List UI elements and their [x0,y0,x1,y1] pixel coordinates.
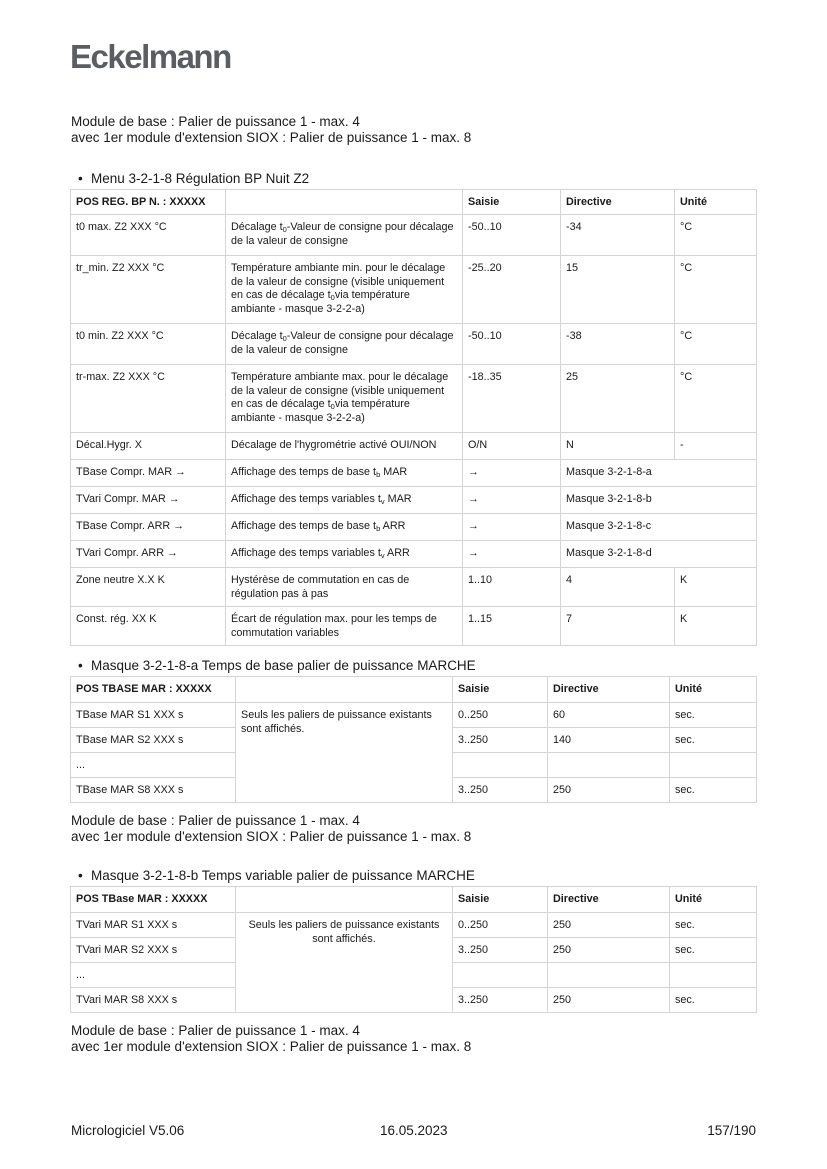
param-name: TBase MAR S8 XXX s [71,778,236,803]
after-line-1: Module de base : Palier de puissance 1 - max. 4 [71,813,360,828]
table-row [71,541,757,568]
header-directive: Directive [548,677,670,703]
table-row [71,607,757,646]
param-name: TVari MAR S8 XXX s [71,988,236,1013]
param-range: 3..250 [453,988,548,1013]
param-range: -25..20 [463,256,561,324]
header-description [236,677,453,703]
param-unit: K [675,568,757,607]
param-default: -34 [561,215,675,256]
bullet: • [78,171,83,186]
intro-paragraph [71,114,471,146]
table-header-row [71,190,757,215]
param-default: 250 [548,988,670,1013]
table-header-row [71,677,757,703]
table-row [71,913,757,938]
header-pos: POS TBase MAR : XXXXX [71,887,236,913]
param-description: Température ambiante max. pour le décalage de la valeur de consigne (visible uniquement en cas de décalage $t_0via$ température ambiante - masque 3-2-2-a) [226,365,463,433]
param-description: Affichage des temps de base $t_b$ MAR [226,460,463,487]
table-header-row [71,887,757,913]
param-description: Affichage des temps variables $t_v$ ARR [226,541,463,568]
table-row [71,324,757,365]
param-default: -38 [561,324,675,365]
param-default: 15 [561,256,675,324]
header-unite: Unité [670,887,757,913]
header-saisie: Saisie [453,887,548,913]
param-range: -18..35 [463,365,561,433]
param-range: 0..250 [453,913,548,938]
param-default: 250 [548,913,670,938]
after-line-2: avec 1er module d'extension SIOX : Palier de puissance 1 - max. 8 [71,829,472,844]
after-line-2: avec 1er module d'extension SIOX : Palier de puissance 1 - max. 8 [71,1039,472,1054]
param-description: Décalage $t_0$-Valeur de consigne pour décalage de la valeur de consigne [226,324,463,365]
section3-heading-text: Masque 3-2-1-8-b Temps variable palier de puissance MARCHE [91,868,475,883]
param-unit [670,963,757,988]
section2-heading [78,658,476,673]
header-description [236,887,453,913]
footer-date: 16.05.2023 [380,1123,448,1138]
header-unite: Unité [670,677,757,703]
header-saisie: Saisie [453,677,548,703]
param-range: -50..10 [463,215,561,256]
footer-page-number: 157/190 [707,1123,756,1138]
section1-heading-text: Menu 3-2-1-8 Régulation BP Nuit Z2 [91,171,310,186]
param-name: tr_min. Z2 XXX °C [71,256,226,324]
param-submenu-link: Masque 3-2-1-8-b [561,487,757,514]
param-range: → [463,460,561,487]
param-name: TVari MAR S1 XXX s [71,913,236,938]
param-default: 250 [548,778,670,803]
intro-line-2: avec 1er module d'extension SIOX : Palier de puissance 1 - max. 8 [71,130,472,145]
param-default: 7 [561,607,675,646]
param-submenu-link: Masque 3-2-1-8-a [561,460,757,487]
table-row [71,703,757,728]
param-name: TBase MAR S2 XXX s [71,728,236,753]
param-name: Const. rég. XX K [71,607,226,646]
bullet: • [78,658,83,673]
param-name: t0 min. Z2 XXX °C [71,324,226,365]
table-tvari-mar [70,886,757,1013]
param-default: 4 [561,568,675,607]
param-name: TVari Compr. MAR → [71,487,226,514]
table-row [71,568,757,607]
section3-after-paragraph [71,1023,471,1055]
param-unit: K [675,607,757,646]
param-description: Écart de régulation max. pour les temps de commutation variables [226,607,463,646]
param-unit: - [675,433,757,460]
param-range: 0..250 [453,703,548,728]
param-submenu-link: Masque 3-2-1-8-d [561,541,757,568]
param-range: → [463,487,561,514]
header-directive: Directive [548,887,670,913]
eckelmann-logo: Eckelmann [70,38,231,75]
param-name: ... [71,753,236,778]
param-name: t0 max. Z2 XXX °C [71,215,226,256]
table-row [71,487,757,514]
param-name: TBase Compr. ARR → [71,514,226,541]
param-range: -50..10 [463,324,561,365]
param-range: 3..250 [453,778,548,803]
param-description: Décalage de l'hygrométrie activé OUI/NON [226,433,463,460]
param-range: 3..250 [453,938,548,963]
param-unit: sec. [670,778,757,803]
param-unit: sec. [670,703,757,728]
param-default: 250 [548,938,670,963]
param-unit: sec. [670,728,757,753]
section3-heading [78,868,475,883]
param-range: O/N [463,433,561,460]
section2-heading-text: Masque 3-2-1-8-a Temps de base palier de puissance MARCHE [91,658,476,673]
param-default [548,963,670,988]
header-description [226,190,463,215]
param-unit: sec. [670,913,757,938]
header-pos: POS TBASE MAR : XXXXX [71,677,236,703]
param-name: tr-max. Z2 XXX °C [71,365,226,433]
param-range [453,963,548,988]
header-directive: Directive [561,190,675,215]
param-range: → [463,514,561,541]
table-row [71,365,757,433]
header-saisie: Saisie [463,190,561,215]
param-unit: °C [675,256,757,324]
param-name: Zone neutre X.X K [71,568,226,607]
table-regulation-bp-nuit [70,189,757,646]
stages-note: Seuls les paliers de puissance existants sont affichés. [236,703,453,803]
header-unite: Unité [675,190,757,215]
table-row [71,460,757,487]
param-name: TVari Compr. ARR → [71,541,226,568]
table-row [71,256,757,324]
param-unit: sec. [670,938,757,963]
param-default: N [561,433,675,460]
param-name: Décal.Hygr. X [71,433,226,460]
param-name: TBase Compr. MAR → [71,460,226,487]
param-default: 60 [548,703,670,728]
param-unit: °C [675,215,757,256]
param-unit: sec. [670,988,757,1013]
after-line-1: Module de base : Palier de puissance 1 - max. 4 [71,1023,360,1038]
param-description: Hystérèse de commutation en cas de régulation pas à pas [226,568,463,607]
param-description: Affichage des temps de base $t_b$ ARR [226,514,463,541]
param-default: 140 [548,728,670,753]
section2-after-paragraph [71,813,471,845]
param-unit: °C [675,324,757,365]
param-range: 1..10 [463,568,561,607]
table-row [71,433,757,460]
section1-heading [78,171,309,186]
param-unit: °C [675,365,757,433]
param-name: ... [71,963,236,988]
param-unit [670,753,757,778]
table-row [71,215,757,256]
footer-firmware: Micrologiciel V5.06 [71,1123,185,1138]
param-description: Température ambiante min. pour le décalage de la valeur de consigne (visible uniquement en cas de décalage $t_0via$ température ambiante - masque 3-2-2-a) [226,256,463,324]
table-tbase-mar [70,676,757,803]
param-name: TVari MAR S2 XXX s [71,938,236,963]
param-range: 3..250 [453,728,548,753]
intro-line-1: Module de base : Palier de puissance 1 - max. 4 [71,114,360,129]
bullet: • [78,868,83,883]
param-description: Affichage des temps variables $t_v$ MAR [226,487,463,514]
param-name: TBase MAR S1 XXX s [71,703,236,728]
param-description: Décalage $t_0$-Valeur de consigne pour décalage de la valeur de consigne [226,215,463,256]
param-default [548,753,670,778]
table-row [71,514,757,541]
param-range: 1..15 [463,607,561,646]
param-range: → [463,541,561,568]
param-submenu-link: Masque 3-2-1-8-c [561,514,757,541]
param-range [453,753,548,778]
stages-note: Seuls les paliers de puissance existants sont affichés. [236,913,453,1013]
param-default: 25 [561,365,675,433]
header-pos: POS REG. BP N. : XXXXX [71,190,226,215]
